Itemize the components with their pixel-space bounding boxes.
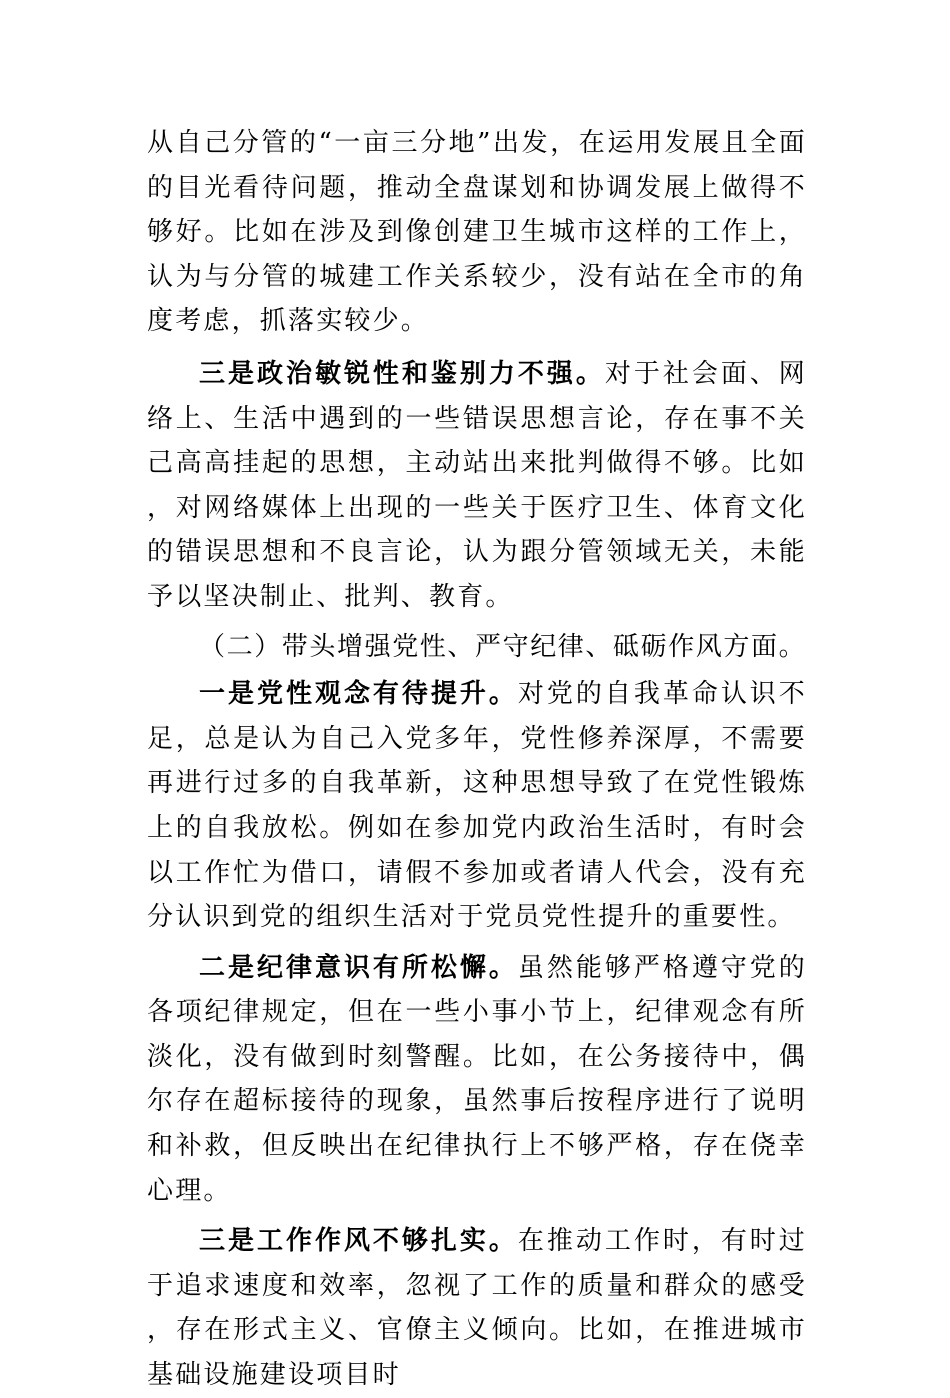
paragraph-discipline	[147, 946, 807, 1214]
paragraph-continuation	[147, 121, 807, 344]
paragraph-text: 对党的自我革命认识不足，总是认为自己入党多年，党性修养深厚，不需要再进行过多的自我革新，这种思想导致了在党性锻炼上的自我放松。例如在参加党内政治生活时，有时会以工作忙为借口，请假不参加或者请人代会，没有充分认识到党的组织生活对于党员党性提升的重要性。	[147, 679, 807, 933]
paragraph-party-spirit	[147, 672, 807, 940]
paragraph-text: 从自己分管的“一亩三分地”出发，在运用发展且全面的目光看待问题，推动全盘谋划和协调发展上做得不够好。比如在涉及到像创建卫生城市这样的工作上，认为与分管的城建工作关系较少，没有站在全市的角度考虑，抓落实较少。	[147, 128, 807, 337]
document-body	[147, 121, 807, 1398]
paragraph-text: 在推动工作时，有时过于追求速度和效率，忽视了工作的质量和群众的感受，存在形式主义、官僚主义倾向。比如，在推进城市基础设施建设项目时	[147, 1226, 807, 1391]
paragraph-lead-heading: 一是党性观念有待提升。	[199, 679, 518, 710]
paragraph-lead-heading: 三是工作作风不够扎实。	[199, 1226, 518, 1257]
paragraph-text: 虽然能够严格遵守党的各项纪律规定，但在一些小事小节上，纪律观念有所淡化，没有做到时刻警醒。比如，在公务接待中，偶尔存在超标接待的现象，虽然事后按程序进行了说明和补救，但反映出在纪律执行上不够严格，存在侥幸心理。	[147, 952, 807, 1206]
paragraph-text: 对于社会面、网络上、生活中遇到的一些错误思想言论，存在事不关己高高挂起的思想，主动站出来批判做得不够。比如，对网络媒体上出现的一些关于医疗卫生、体育文化的错误思想和不良言论，认为跟分管领域无关，未能予以坚决制止、批判、教育。	[147, 358, 807, 612]
paragraph-political-sensitivity	[147, 352, 807, 620]
paragraph-lead-heading: 二是纪律意识有所松懈。	[199, 952, 518, 983]
paragraph-work-style	[147, 1219, 807, 1397]
section-heading	[147, 625, 807, 670]
section-heading-text: （二）带头增强党性、严守纪律、砥砺作风方面。	[199, 631, 807, 662]
paragraph-lead-heading: 三是政治敏锐性和鉴别力不强。	[199, 358, 605, 389]
